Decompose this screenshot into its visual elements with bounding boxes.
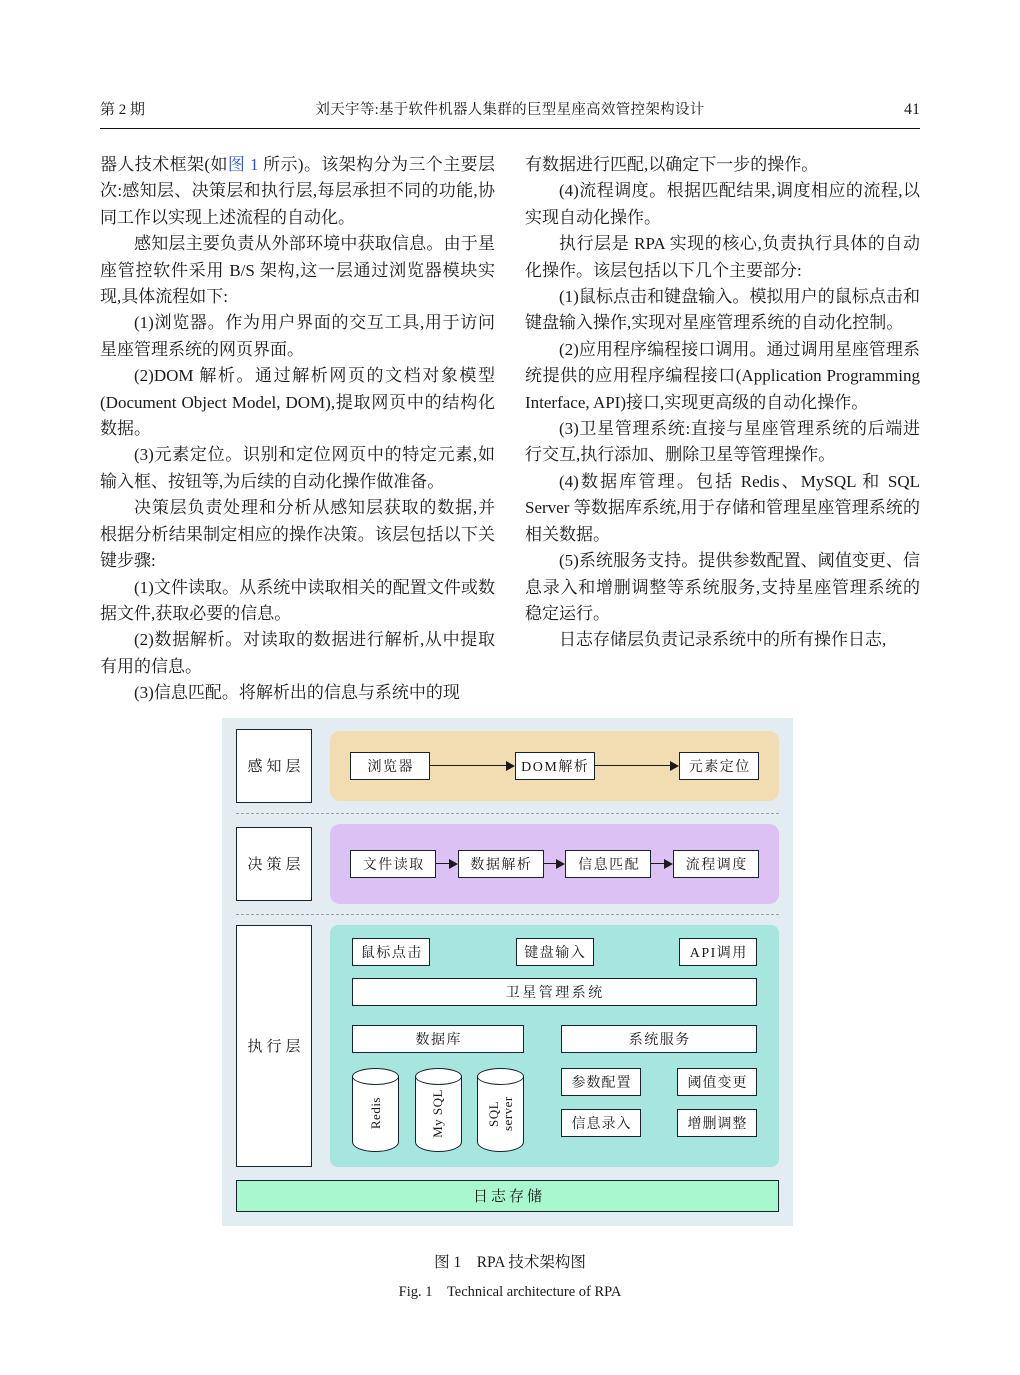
paragraph bbox=[100, 152, 495, 231]
perception-layer-row bbox=[236, 729, 779, 803]
arrow-right-icon bbox=[595, 761, 680, 771]
paragraph: 感知层主要负责从外部环境中获取信息。由于星座管控软件采用 B/S 架构,这一层通过浏览器模块实现,具体流程如下: bbox=[100, 234, 495, 307]
arrow-right-icon bbox=[430, 761, 515, 771]
arrow-right-icon bbox=[651, 859, 673, 869]
node-add-delete-adjust: 增删调整 bbox=[677, 1109, 757, 1137]
execution-group-row bbox=[352, 1025, 757, 1053]
node-keyboard-input: 键盘输入 bbox=[516, 938, 594, 966]
perception-layer-panel bbox=[330, 731, 779, 801]
node-satellite-management-system: 卫星管理系统 bbox=[352, 978, 757, 1006]
node-browser: 浏览器 bbox=[350, 752, 430, 780]
paragraph: (3)卫星管理系统:直接与星座管理系统的后端进行交互,执行添加、删除卫星等管理操作。 bbox=[525, 419, 920, 465]
cylinder-mysql bbox=[415, 1068, 462, 1152]
cylinder-label: My SQL bbox=[430, 1089, 445, 1138]
architecture-diagram bbox=[222, 718, 793, 1226]
node-database: 数据库 bbox=[352, 1025, 524, 1053]
paragraph: (3)信息匹配。将解析出的信息与系统中的现 bbox=[134, 683, 460, 703]
article-body bbox=[100, 152, 920, 707]
paragraph-text: 所示)。该架构分为三个主要层次:感知层、决策层和执行层,每层承担不同的功能,协同工作以实现上述流程的自动化。 bbox=[100, 155, 495, 227]
running-title: 刘天宇等:基于软件机器人集群的巨型星座高效管控架构设计 bbox=[315, 102, 705, 118]
node-dom-parse: DOM解析 bbox=[515, 752, 595, 780]
arrow-right-icon bbox=[436, 859, 458, 869]
perception-layer-label: 感知层 bbox=[236, 729, 312, 803]
paragraph: 有数据进行匹配,以确定下一步的操作。 bbox=[525, 155, 819, 174]
node-file-read: 文件读取 bbox=[350, 850, 436, 878]
node-mouse-click: 鼠标点击 bbox=[352, 938, 430, 966]
left-column bbox=[100, 152, 495, 707]
log-storage-bar: 日志存储 bbox=[236, 1180, 779, 1212]
node-info-entry: 信息录入 bbox=[561, 1109, 641, 1137]
node-element-locate: 元素定位 bbox=[679, 752, 759, 780]
paragraph: (1)浏览器。作为用户界面的交互工具,用于访问星座管理系统的网页界面。 bbox=[100, 313, 495, 359]
layer-separator bbox=[236, 813, 779, 814]
cylinder-sql-server bbox=[477, 1068, 524, 1152]
issue-label: 第 2 期 bbox=[100, 102, 146, 118]
cylinder-label: SQL server bbox=[485, 1096, 515, 1131]
right-column bbox=[525, 152, 920, 707]
cylinder-label: Redis bbox=[367, 1097, 383, 1130]
arrow-right-icon bbox=[544, 859, 566, 869]
cylinder-redis bbox=[352, 1068, 399, 1152]
node-flow-schedule: 流程调度 bbox=[673, 850, 759, 878]
execution-system-row bbox=[352, 978, 757, 1006]
paragraph: (1)文件读取。从系统中读取相关的配置文件或数据文件,获取必要的信息。 bbox=[100, 577, 495, 623]
header-rule bbox=[100, 128, 920, 129]
paragraph: (4)流程调度。根据匹配结果,调度相应的流程,以实现自动化操作。 bbox=[525, 181, 920, 227]
paragraph: (4)数据库管理。包括 Redis、MySQL 和 SQL Server 等数据库系统,用于存储和管理星座管理系统的相关数据。 bbox=[525, 471, 920, 544]
database-cylinders bbox=[352, 1068, 524, 1152]
node-info-match: 信息匹配 bbox=[565, 850, 651, 878]
figure-1 bbox=[0, 718, 1020, 1301]
execution-layer-panel bbox=[330, 925, 779, 1167]
paragraph: 日志存储层负责记录系统中的所有操作日志, bbox=[559, 630, 887, 650]
service-grid bbox=[561, 1068, 757, 1137]
node-param-config: 参数配置 bbox=[561, 1068, 641, 1096]
execution-action-row bbox=[352, 938, 757, 966]
layer-separator bbox=[236, 914, 779, 915]
paragraph: (2)应用程序编程接口调用。通过调用星座管理系统提供的应用程序编程接口(Application Programming Interface, API)接口,实现更高级的自动化操作。 bbox=[525, 339, 920, 412]
paragraph: 决策层负责处理和分析从感知层获取的数据,并根据分析结果制定相应的操作决策。该层包括以下关键步骤: bbox=[100, 498, 495, 571]
figure-caption-en: Fig. 1 Technical architecture of RPA bbox=[398, 1283, 622, 1300]
figure-caption-zh: 图 1 RPA 技术架构图 bbox=[434, 1253, 586, 1271]
decision-layer-panel bbox=[330, 824, 779, 904]
page-number: 41 bbox=[904, 101, 920, 118]
paragraph: 执行层是 RPA 实现的核心,负责执行具体的自动化操作。该层包括以下几个主要部分: bbox=[525, 234, 920, 280]
paragraph: (1)鼠标点击和键盘输入。模拟用户的鼠标点击和键盘输入操作,实现对星座管理系统的自动化控制。 bbox=[525, 287, 920, 333]
execution-layer-label: 执行层 bbox=[236, 925, 312, 1167]
running-header bbox=[100, 98, 920, 119]
execution-detail-row bbox=[352, 1068, 757, 1152]
node-api-call: API调用 bbox=[679, 938, 757, 966]
paragraph: (2)DOM 解析。通过解析网页的文档对象模型(Document Object Model, DOM),提取网页中的结构化数据。 bbox=[100, 366, 495, 439]
paragraph-text: 器人技术框架(如 bbox=[100, 155, 228, 174]
paragraph: (3)元素定位。识别和定位网页中的特定元素,如输入框、按钮等,为后续的自动化操作做准备。 bbox=[100, 445, 495, 491]
decision-layer-row bbox=[236, 824, 779, 904]
figure-1-link[interactable]: 图 1 bbox=[227, 155, 259, 174]
node-data-parse: 数据解析 bbox=[458, 850, 544, 878]
node-system-service: 系统服务 bbox=[561, 1025, 757, 1053]
paragraph: (2)数据解析。对读取的数据进行解析,从中提取有用的信息。 bbox=[100, 630, 495, 676]
decision-layer-label: 决策层 bbox=[236, 827, 312, 901]
node-threshold-change: 阈值变更 bbox=[677, 1068, 757, 1096]
paragraph: (5)系统服务支持。提供参数配置、阈值变更、信息录入和增删调整等系统服务,支持星座管理系统的稳定运行。 bbox=[525, 551, 920, 623]
execution-layer-row bbox=[236, 925, 779, 1167]
